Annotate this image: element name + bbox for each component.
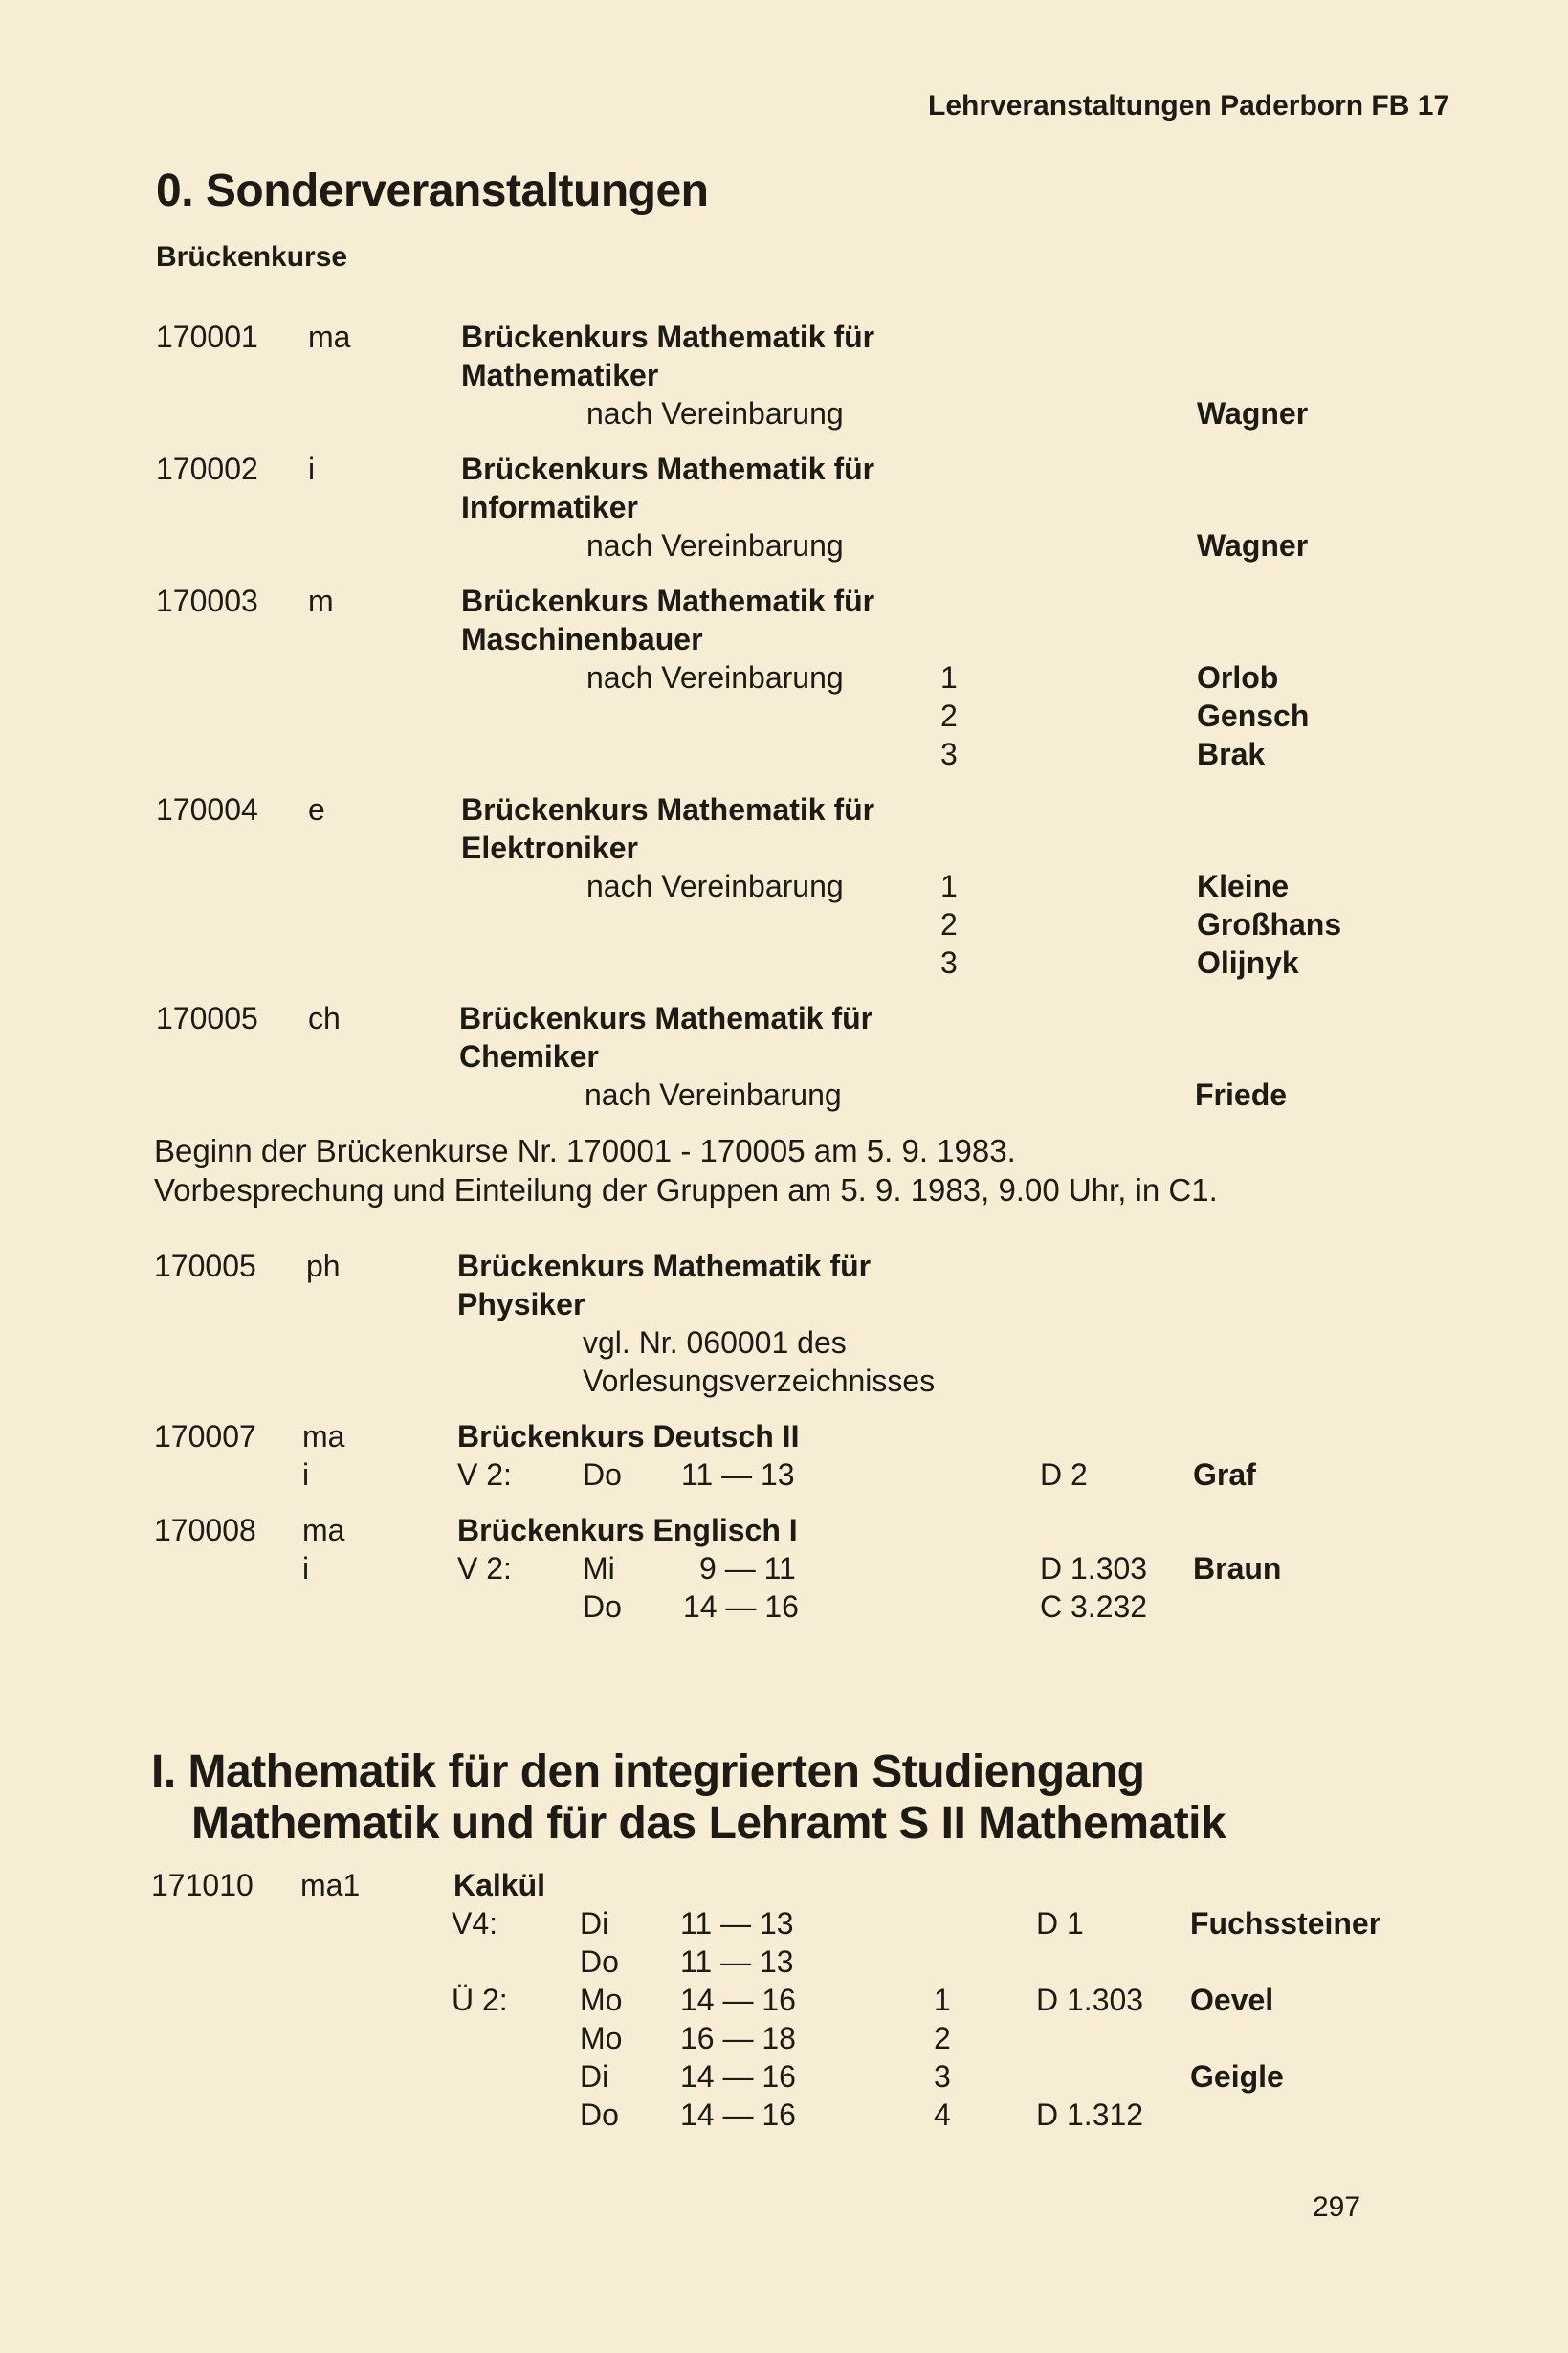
course-time: nach Vereinbarung [586,660,844,695]
course-lecturer: Wagner [1197,396,1309,431]
group-number: 2 [934,2021,951,2055]
course-number: 170008 [154,1513,256,1547]
course-code: i [308,452,316,486]
course-number: 170003 [156,584,258,618]
course-lecturer: Brak [1197,737,1266,771]
session-time: 14 — 16 [680,1983,796,2017]
course-title-cont: Elektroniker [461,831,638,865]
course-title: Brückenkurs Mathematik für [461,792,875,827]
session-room: D 1 [1036,1906,1084,1941]
session-day: Di [580,1906,609,1941]
course-number: 171010 [151,1868,254,1902]
session-day: Mi [583,1551,615,1586]
session-time: 16 — 18 [680,2021,796,2055]
course-code: i [302,1551,310,1586]
course-lecturer: Orlob [1197,660,1279,695]
session-time: 14 — 16 [683,1589,799,1624]
session-type: Ü 2: [452,1983,508,2017]
group-number: 2 [940,907,958,942]
course-number: 170001 [156,320,258,354]
course-number: 170002 [156,452,258,486]
session-room: C 3.232 [1040,1589,1148,1624]
course-code: i [302,1457,310,1492]
course-lecturer: Wagner [1197,528,1309,563]
session-type: V 2: [457,1457,512,1492]
course-number: 170005 [154,1249,256,1283]
course-lecturer: Fuchssteiner [1190,1906,1381,1941]
course-code: e [308,792,325,827]
course-lecturer: Olijnyk [1197,945,1299,980]
session-day: Mo [580,1983,623,2017]
course-title-cont: Mathematiker [461,358,659,392]
session-time: 14 — 16 [680,2059,796,2094]
session-time: 14 — 16 [680,2098,796,2132]
course-code: m [308,584,334,618]
course-time: nach Vereinbarung [586,869,844,903]
section-title: I. Mathematik für den integrierten Studiengang [151,1746,1145,1797]
session-time: 9 — 11 [699,1551,796,1586]
group-number: 3 [940,945,958,980]
course-title-cont: Informatiker [461,490,638,524]
course-title-cont: Physiker [457,1287,585,1321]
session-time: 11 — 13 [681,1457,795,1492]
course-time: nach Vereinbarung [586,528,844,563]
session-type: V 2: [457,1551,512,1586]
session-day: Di [580,2059,609,2094]
course-title: Brückenkurs Mathematik für [461,320,875,354]
section-title: 0. Sonderveranstaltungen [156,166,709,216]
session-type: V4: [452,1906,498,1941]
course-lecturer: Großhans [1197,907,1342,942]
notice-meeting: Vorbesprechung und Einteilung der Gruppen am 5. 9. 1983, 9.00 Uhr, in C1. [154,1172,1218,1208]
section-title-cont: Mathematik und für das Lehramt S II Mathematik [191,1798,1226,1849]
session-room: D 1.312 [1036,2098,1144,2132]
group-number: 1 [940,869,958,903]
group-number: 3 [934,2059,951,2094]
course-title-cont: Maschinenbauer [461,622,703,656]
course-title: Brückenkurs Mathematik für [461,452,875,486]
course-code: ph [306,1249,341,1283]
course-lecturer: Gensch [1197,699,1310,733]
session-room: D 2 [1040,1457,1088,1492]
course-lecturer: Oevel [1190,1983,1274,2017]
session-room: D 1.303 [1040,1551,1148,1586]
course-reference: vgl. Nr. 060001 des [583,1325,847,1360]
course-title-cont: Chemiker [459,1039,599,1074]
course-lecturer: Kleine [1197,869,1290,903]
course-title: Brückenkurs Englisch I [457,1513,798,1547]
session-day: Do [583,1589,622,1624]
session-room: D 1.303 [1036,1983,1144,2017]
course-lecturer: Braun [1193,1551,1282,1586]
course-code: ch [308,1001,341,1035]
section-subtitle: Brückenkurse [156,241,348,273]
group-number: 4 [934,2098,951,2132]
course-code: ma1 [300,1868,361,1902]
session-time: 11 — 13 [680,1906,794,1941]
session-day: Do [580,1944,619,1979]
course-code: ma [308,320,351,354]
course-number: 170007 [154,1419,256,1454]
page-number: 297 [1313,2191,1361,2223]
group-number: 2 [940,699,958,733]
course-lecturer: Friede [1195,1077,1288,1112]
course-code: ma [302,1419,345,1454]
course-title: Kalkül [453,1868,546,1902]
session-time: 11 — 13 [680,1944,794,1979]
course-number: 170005 [156,1001,258,1035]
course-lecturer: Geigle [1190,2059,1284,2094]
group-number: 1 [934,1983,951,2017]
page-header: Lehrveranstaltungen Paderborn FB 17 [928,90,1450,122]
notice-start: Beginn der Brückenkurse Nr. 170001 - 170005 am 5. 9. 1983. [154,1133,1016,1168]
course-code: ma [302,1513,345,1547]
group-number: 3 [940,737,958,771]
course-title: Brückenkurs Mathematik für [459,1001,873,1035]
course-title: Brückenkurs Mathematik für [461,584,875,618]
course-number: 170004 [156,792,258,827]
course-title: Brückenkurs Mathematik für [457,1249,872,1283]
session-day: Do [583,1457,622,1492]
course-time: nach Vereinbarung [586,396,844,431]
session-day: Mo [580,2021,623,2055]
session-day: Do [580,2098,619,2132]
group-number: 1 [940,660,958,695]
course-lecturer: Graf [1193,1457,1256,1492]
course-time: nach Vereinbarung [585,1077,842,1112]
course-reference-cont: Vorlesungsverzeichnisses [583,1364,936,1398]
course-title: Brückenkurs Deutsch II [457,1419,800,1454]
